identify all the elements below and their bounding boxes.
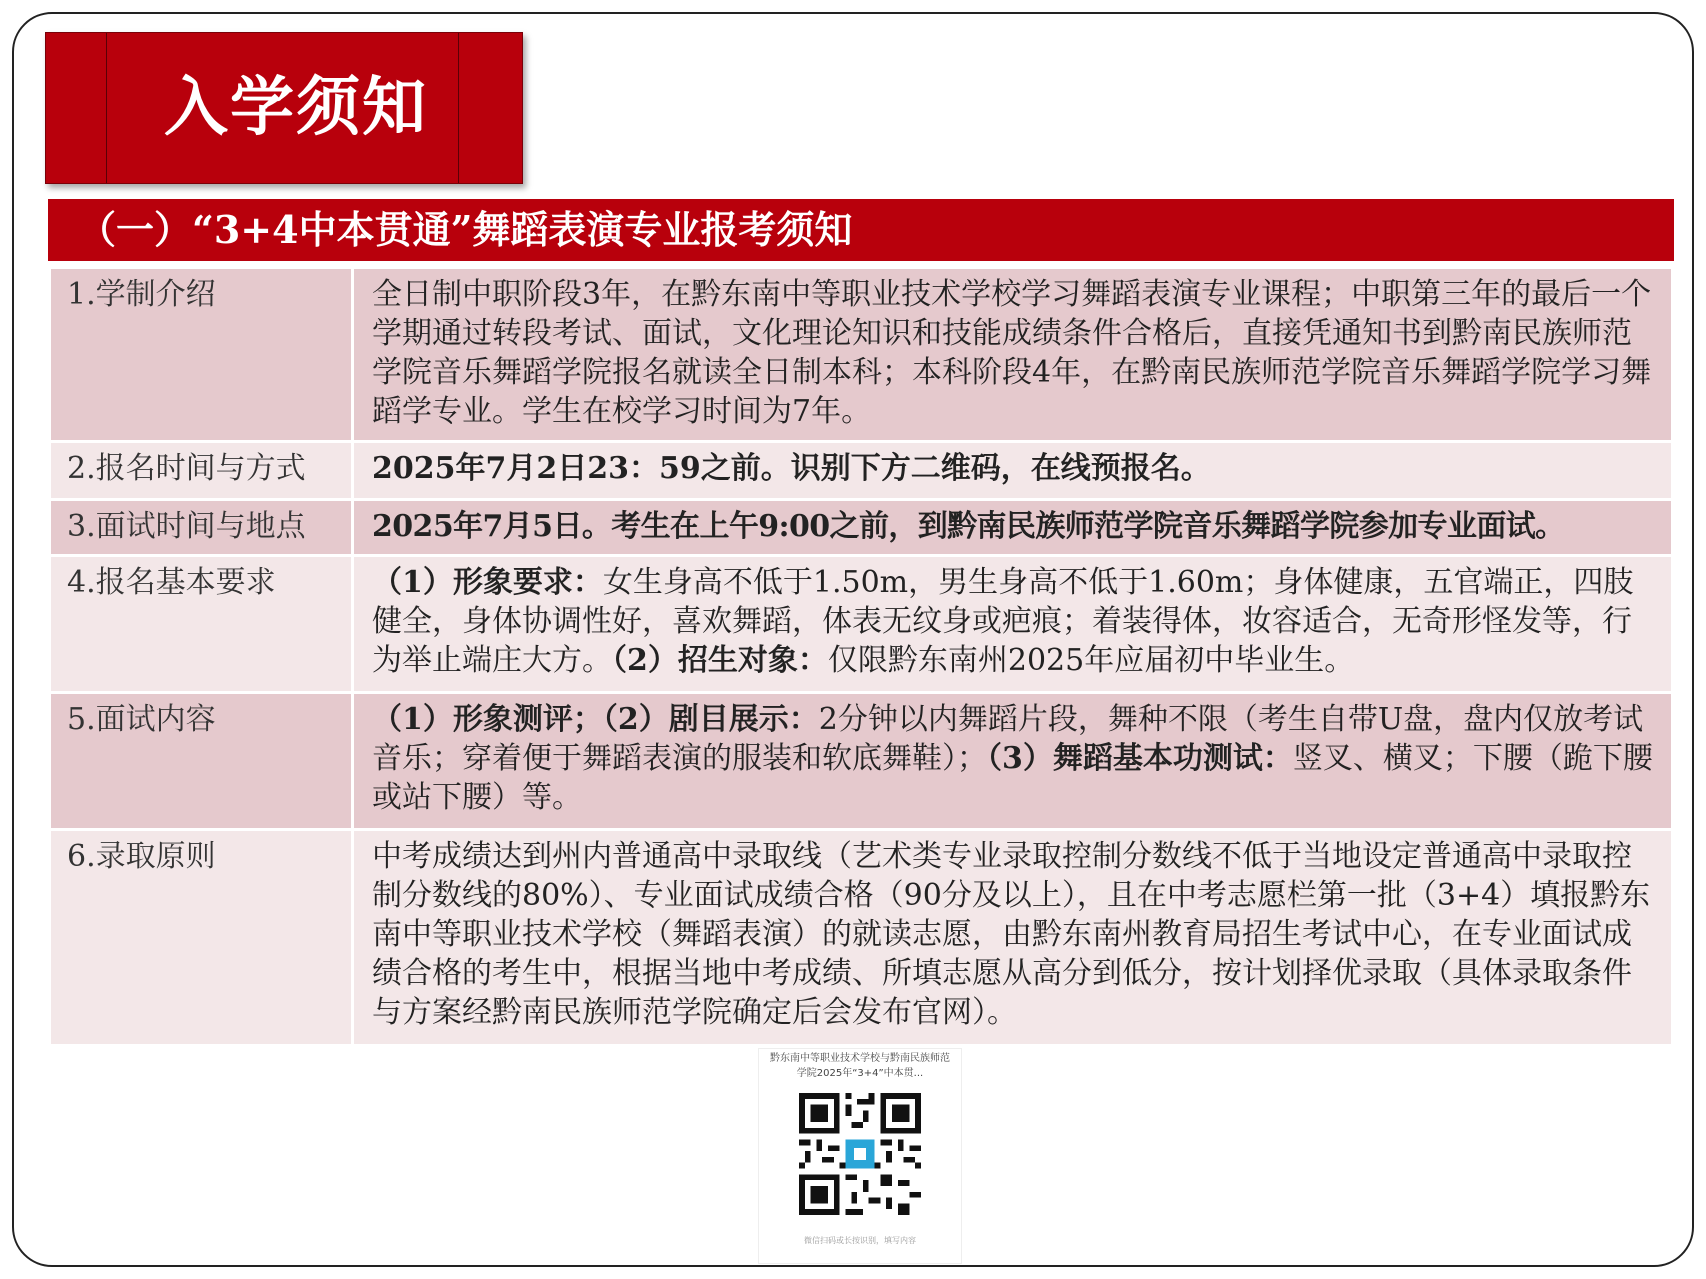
row-content <box>353 556 1673 693</box>
table-row <box>50 500 1673 556</box>
page-title: 入学须知 <box>164 71 428 145</box>
requirement-heading: （2）招生对象： <box>612 643 828 678</box>
table-row <box>50 268 1673 442</box>
interview-info: 2025年7月5日。考生在上午9:00之前，到黔南民族师范学院音乐舞蹈学院参加专业面试。 <box>353 500 1673 556</box>
section-title: （一）“3+4中本贯通”舞蹈表演专业报考须知 <box>78 207 853 252</box>
requirement-text: 仅限黔东南州2025年应届初中毕业生。 <box>827 643 1355 678</box>
qr-code-icon[interactable] <box>799 1093 921 1215</box>
row-label: 1.学制介绍 <box>50 268 353 442</box>
title-divider <box>458 33 459 183</box>
info-table <box>48 266 1674 1047</box>
row-content <box>353 693 1673 830</box>
interview-text: 2分钟以内舞蹈片段，舞种不限（考生自带U盘，盘内仅放考试音乐；穿着便于舞蹈表演的服装和软底舞鞋）； <box>372 702 1644 776</box>
table-row <box>50 556 1673 693</box>
interview-text: 竖叉、横叉；下腰（跪下腰或站下腰）等。 <box>372 741 1653 815</box>
row-content: 全日制中职阶段3年，在黔东南中等职业技术学校学习舞蹈表演专业课程；中职第三年的最后一个学期通过转段考试、面试，文化理论知识和技能成绩条件合格后，直接凭通知书到黔南民族师范学院音乐舞蹈学院报名就读全日制本科；本科阶段4年，在黔南民族师范学院音乐舞蹈学院学习舞蹈学专业。学生在校学习时间为7年。 <box>353 268 1673 442</box>
section-header <box>48 199 1674 261</box>
requirement-text: 女生身高不低于1.50m，男生身高不低于1.60m；身体健康，五官端正，四肢健全，身体协调性好，喜欢舞蹈，体表无纹身或疤痕；着装得体，妆容适合，无奇形怪发等，行为举止端庄大方。 <box>372 565 1634 678</box>
qr-hint: 微信扫码或长按识别，填写内容 <box>804 1236 916 1245</box>
interview-heading: （3）舞蹈基本功测试： <box>987 741 1293 776</box>
row-label: 4.报名基本要求 <box>50 556 353 693</box>
interview-heading: （1）形象测评；（2）剧目展示： <box>372 702 819 737</box>
row-label: 6.录取原则 <box>50 830 353 1046</box>
table-row <box>50 442 1673 500</box>
title-banner <box>45 32 523 184</box>
requirement-heading: （1）形象要求： <box>372 565 603 600</box>
qr-caption: 黔东南中等职业技术学校与黔南民族师范学院2025年“3+4”中本贯... <box>770 1053 950 1079</box>
qr-card <box>758 1048 962 1264</box>
row-label: 3.面试时间与地点 <box>50 500 353 556</box>
table-row <box>50 693 1673 830</box>
registration-info: 2025年7月2日23：59之前。识别下方二维码，在线预报名。 <box>353 442 1673 500</box>
table-row <box>50 830 1673 1046</box>
title-divider <box>106 33 107 183</box>
row-content: 中考成绩达到州内普通高中录取线（艺术类专业录取控制分数线不低于当地设定普通高中录取控制分数线的80%）、专业面试成绩合格（90分及以上），且在中考志愿栏第一批（3+4）填报黔东南中等职业技术学校（舞蹈表演）的就读志愿，由黔东南州教育局招生考试中心，在专业面试成绩合格的考生中，根据当地中考成绩、所填志愿从高分到低分，按计划择优录取（具体录取条件与方案经黔南民族师范学院确定后会发布官网）。 <box>353 830 1673 1046</box>
row-label: 5.面试内容 <box>50 693 353 830</box>
row-label: 2.报名时间与方式 <box>50 442 353 500</box>
